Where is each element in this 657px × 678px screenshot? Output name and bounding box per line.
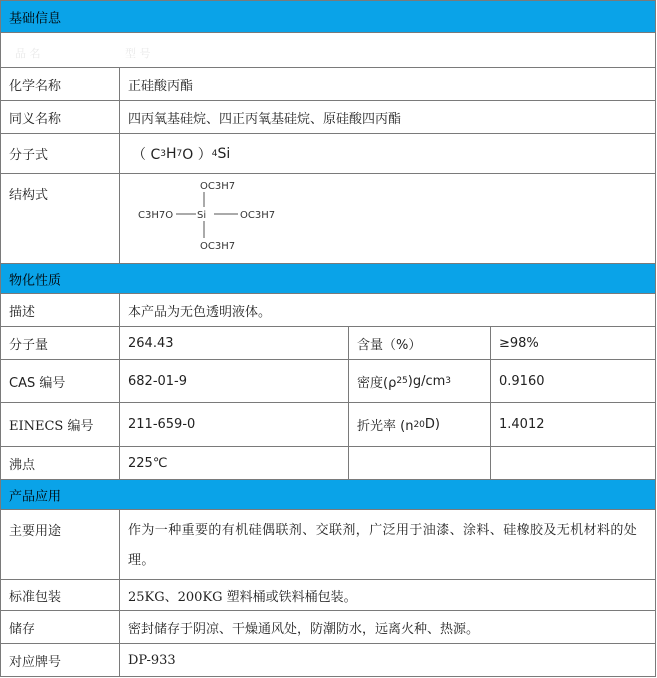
density-label-part: 密度(ρ: [357, 375, 397, 391]
section-header-basic: [0, 0, 656, 33]
value-einecs: 211-659-0: [119, 403, 348, 446]
label-packaging: 标准包装: [9, 589, 62, 605]
group-top: OC3H7: [200, 181, 236, 192]
value-structure: [119, 174, 655, 263]
refr-label-end: D): [424, 417, 440, 432]
section-header-physchem: [0, 264, 656, 294]
section-title: 基础信息: [9, 11, 62, 26]
value-main-use: 作为一种重要的有机硅偶联剂、交联剂，广泛用于油漆、涂料、硅橡胶及无机材料的处理。: [119, 510, 655, 579]
empty-cell: [348, 447, 490, 479]
faint-text-right: 型 号: [125, 47, 151, 60]
row-storage: [0, 611, 656, 644]
label-formula: 分子式: [9, 148, 49, 163]
value-chemical-name: 正硅酸丙酯: [119, 68, 655, 100]
group-left: C3H7O: [138, 210, 174, 221]
value-content: ≥98%: [490, 327, 655, 359]
label-chemical-name: 化学名称: [9, 78, 62, 94]
value-density: 0.9160: [490, 360, 655, 402]
row-brand: [0, 644, 656, 677]
formula-sub-c: 3: [160, 148, 166, 159]
group-bottom: OC3H7: [200, 241, 236, 252]
value-brand: DP-933: [119, 644, 655, 676]
label-boiling-point: 沸点: [9, 457, 36, 473]
formula-sub-h: 7: [176, 148, 183, 159]
value-boiling-point: 225℃: [119, 447, 348, 479]
row-description: [0, 294, 656, 327]
label-storage: 储存: [9, 621, 36, 637]
label-main-use: 主要用途: [9, 524, 62, 539]
formula-sub-count: 4: [211, 148, 218, 159]
label-cas: CAS 编号: [9, 375, 66, 391]
empty-cell: [490, 447, 655, 479]
formula-si: Si: [217, 145, 231, 162]
formula-h: H: [165, 145, 177, 162]
faint-text-left: 品 名: [15, 47, 41, 60]
section-title: 物化性质: [9, 273, 62, 288]
row-boiling-point: [0, 447, 656, 480]
faint-row: [0, 33, 656, 68]
label-refractive-index: [348, 403, 490, 446]
density-label-sub: 25: [396, 376, 408, 386]
refr-label-sub: 20: [413, 419, 425, 430]
section-header-application: [0, 480, 656, 510]
row-structure: [0, 174, 656, 264]
row-formula: [0, 134, 656, 174]
label-synonyms: 同义名称: [9, 111, 62, 127]
refr-label-part: 折光率 (n: [357, 419, 414, 434]
row-chemical-name: [0, 68, 656, 101]
row-molecular-weight: [0, 327, 656, 360]
formula-o: O ）: [182, 146, 212, 163]
value-description: 本产品为无色透明液体。: [119, 294, 655, 326]
density-label-sub2: 3: [445, 376, 452, 386]
group-right: OC3H7: [240, 210, 276, 221]
value-cas: 682-01-9: [119, 360, 348, 402]
label-content: 含量（%）: [348, 327, 490, 359]
label-brand: 对应牌号: [9, 654, 62, 670]
formula-open: （ C: [132, 146, 161, 163]
row-packaging: [0, 580, 656, 611]
value-molecular-weight: 264.43: [119, 327, 348, 359]
structure-diagram: [120, 174, 320, 262]
row-synonyms: [0, 101, 656, 134]
label-einecs: EINECS 编号: [9, 419, 94, 434]
row-main-use: [0, 510, 656, 580]
value-formula: [119, 134, 655, 173]
value-refractive-index: 1.4012: [490, 403, 655, 446]
label-structure: 结构式: [9, 188, 49, 203]
label-description: 描述: [9, 304, 36, 320]
atom-si: Si: [197, 210, 207, 221]
label-density: [348, 360, 490, 402]
value-packaging: 25KG、200KG 塑料桶或铁料桶包装。: [119, 580, 655, 610]
row-cas: [0, 360, 656, 403]
value-synonyms: 四丙氧基硅烷、四正丙氧基硅烷、原硅酸四丙酯: [119, 101, 655, 133]
label-molecular-weight: 分子量: [9, 337, 49, 353]
row-einecs: [0, 403, 656, 447]
density-label-unit: )g/cm: [407, 373, 446, 389]
section-title: 产品应用: [9, 489, 62, 504]
value-storage: 密封储存于阴凉、干燥通风处，防潮防水，远离火种、热源。: [119, 611, 655, 643]
